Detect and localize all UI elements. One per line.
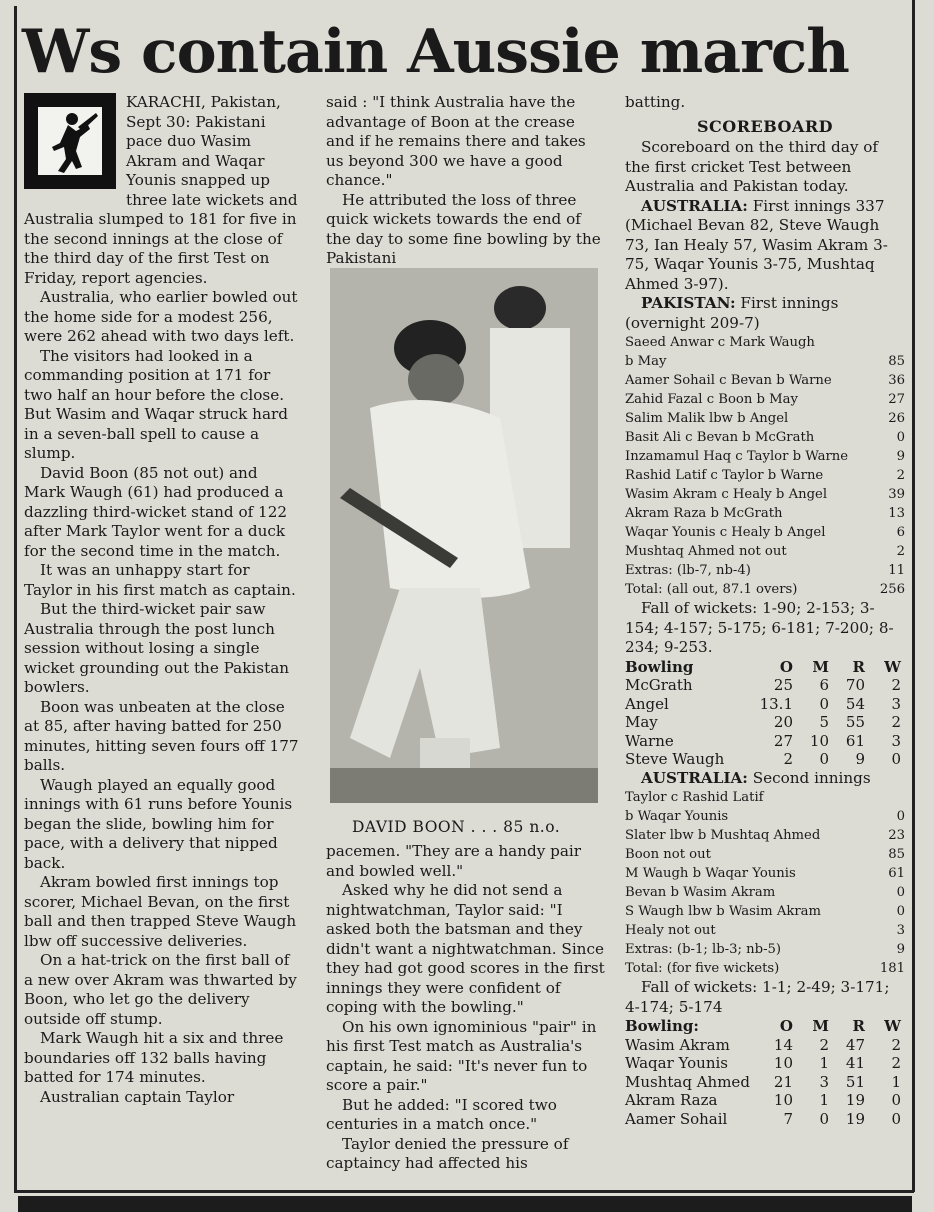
paragraph: said : "I think Australia have the advantage of Boon at the crease and if he remains there and takes us beyond 300 we have a good chance." [326,93,586,189]
score-row [625,826,905,845]
bowling-figure: 3 [891,694,901,713]
bowling-row [625,676,905,695]
bowler-name: May [625,713,658,731]
paragraph: Mark Waugh hit a six and three boundaries off 132 balls having batted for 174 minutes. [24,1029,284,1086]
runs-value: 85 [888,354,905,369]
score-row [625,333,905,352]
bowling-figure: 27 [773,731,793,750]
innings-summary: Second innings [747,768,871,787]
bowling-figure: 0 [819,750,829,768]
bowling-figure: 10 [809,731,829,750]
batsman-entry: Inzamamul Haq c Taylor b Warne [625,449,849,464]
column-header: O [779,657,793,676]
score-row [625,428,905,447]
right-border-rule [912,0,915,1192]
bowler-name: Akram Raza [625,1091,718,1109]
batsman-entry: Total: (all out, 87.1 overs) [625,582,798,597]
bowling-row [625,1091,905,1110]
column-header: R [852,657,865,676]
runs-value: 0 [896,885,905,900]
pak-fall-of-wickets: Fall of wickets: 1-90; 2-153; 3-154; 4-157; 5-175; 6-181; 7-200; 8-234; 9-253. [625,599,894,656]
score-row [625,902,905,921]
score-row [625,921,905,940]
bowling-figure: 2 [891,1054,901,1072]
score-row [625,409,905,428]
score-row [625,561,905,580]
paragraph: But the third-wicket pair saw Australia through the post lunch session without losing a single wicket grounding out the Pakistan bowlers. [24,600,290,696]
bowling-figure: 2 [891,676,901,694]
bowling-figure: 20 [773,713,793,731]
paragraph: On his own ignominious "pair" in his first Test match as Australia's captain, he said: "It's never fun to score a pair." [326,1017,597,1094]
paragraph: Taylor denied the pressure of captaincy had affected his [326,1134,569,1172]
pak-first-innings [625,294,905,333]
batsman-entry: Akram Raza b McGrath [625,506,783,521]
score-row [625,845,905,864]
paragraph: batting. [625,93,686,111]
bowling-figure: 19 [845,1091,865,1109]
bowler-name: Warne [625,731,674,750]
runs-value: 27 [888,392,905,407]
runs-value: 2 [896,544,905,559]
score-row [625,940,905,959]
runs-value: 36 [888,373,905,388]
bowling-figure: 10 [773,1091,793,1109]
paragraph: Australian captain Taylor [40,1087,235,1106]
batsman-entry: Slater lbw b Mushtaq Ahmed [625,828,821,843]
innings-summary: First innings (overnight 209-7) [625,294,839,332]
runs-value: 0 [896,430,905,445]
batsman-entry: Salim Malik lbw b Angel [625,411,789,426]
left-border-rule [14,6,17,1192]
runs-value: 85 [888,847,905,862]
bowling-figure: 2 [783,750,793,768]
bowling-figure: 0 [819,694,829,713]
bowling-row [625,1036,905,1055]
bowling-figure: 2 [819,1035,829,1054]
bowling-figure: 70 [845,676,865,694]
bowling-row [625,1110,905,1129]
bowling-figure: 2 [891,713,901,731]
paragraph: KARACHI, Pakistan, Sept 30: Pakistani pace duo Wasim Akram and Waqar Younis snapped up three late wickets and Australia slumped to 181 for five in the second innings at the close of the third day of the first Test on Friday, report agencies. [24,93,298,287]
pak-bowling-table [625,1017,905,1128]
bowling-figure: 1 [819,1091,829,1109]
score-row [625,390,905,409]
photo-caption: DAVID BOON . . . 85 n.o. [352,818,561,836]
headline: Ws contain Aussie march [22,17,849,87]
batsman-entry: Boon not out [625,847,711,862]
score-row [625,580,905,599]
paragraph: He attributed the loss of three quick wickets towards the end of the day to some fine bowling by the Pakistani [326,190,601,267]
bowling-figure: 3 [819,1072,829,1091]
bowler-name: Angel [625,694,669,713]
david-boon-photo [330,268,598,803]
score-row [625,883,905,902]
aus-batting-list [625,788,905,978]
batsman-entry: S Waugh lbw b Wasim Akram [625,904,822,919]
batsman-entry: Waqar Younis c Healy b Angel [625,525,826,540]
batsman-entry: b Waqar Younis [625,809,729,824]
paragraph: Akram bowled first innings top scorer, Michael Bevan, on the first ball and then trapped Steve Waugh lbw off successive deliveries. [24,873,297,950]
column-header: R [852,1017,865,1035]
bowling-row [625,713,905,732]
team-name: PAKISTAN: [641,294,736,312]
paragraph: Boon was unbeaten at the close at 85, after having batted for 250 minutes, hitting seven fours off 177 balls. [24,697,299,774]
bowling-figure: 1 [819,1054,829,1072]
column-header: W [884,657,901,676]
paragraph: pacemen. "They are a handy pair and bowled well." [326,842,582,880]
bowling-figure: 3 [891,731,901,750]
batsman-entry: Aamer Sohail c Bevan b Warne [625,373,832,388]
bowling-figure: 21 [773,1072,793,1091]
bowler-name: Steve Waugh [625,750,725,768]
batsman-entry: Basit Ali c Bevan b McGrath [625,430,815,445]
bowling-figure: 25 [773,676,793,694]
paragraph: But he added: "I scored two centuries in a match once." [326,1095,557,1133]
runs-value: 11 [888,563,905,578]
bowler-name: Mushtaq Ahmed [625,1072,750,1091]
bowling-figure: 55 [845,713,865,731]
bowling-figure: 6 [819,676,829,694]
bowling-figure: 5 [819,713,829,731]
article-column-1 [24,93,300,1107]
bowler-name: Aamer Sohail [625,1109,728,1128]
runs-value: 6 [896,525,905,540]
score-row [625,788,905,807]
scoreboard-intro: Scoreboard on the third day of the first cricket Test between Australia and Pakistan today. [625,138,878,195]
column-header: Bowling [625,657,694,676]
bowling-row [625,1073,905,1092]
paragraph: The visitors had looked in a commanding position at 171 for two half an hour before the close. But Wasim and Waqar struck hard in a seven-ball spell to cause a slump. [24,346,288,462]
score-row [625,542,905,561]
cricket-logo-icon [24,93,116,189]
batsman-entry: Extras: (b-1; lb-3; nb-5) [625,942,782,957]
runs-value: 0 [896,904,905,919]
batsman-entry: Total: (for five wickets) [625,961,780,976]
bowling-figure: 54 [845,694,865,713]
paragraph: Australia, who earlier bowled out the home side for a modest 256, were 262 ahead with two days left. [24,288,298,345]
bowling-row [625,695,905,714]
score-row [625,807,905,826]
innings-summary: First innings 337 (Michael Bevan 82, Steve Waugh 73, Ian Healy 57, Wasim Akram 3-75, Waqar Younis 3-75, Mushtaq Ahmed 3-97). [625,196,888,293]
runs-value: 61 [888,866,905,881]
scoreboard-column [625,93,905,1128]
column-header: Bowling: [625,1017,699,1035]
bowling-row [625,732,905,751]
paragraph: Asked why he did not send a nightwatchman, Taylor said: "I asked both the batsman and they didn't want a nightwatchman. Since they had got good scores in the first innings they were confident of coping with the bowling." [326,881,605,1016]
runs-value: 3 [896,923,905,938]
aus-second-innings [625,769,905,789]
score-row [625,447,905,466]
runs-value: 181 [879,961,905,976]
bowling-figure: 47 [845,1035,865,1054]
pak-batting-list [625,333,905,599]
bowling-figure: 9 [855,750,865,768]
bowling-figure: 1 [891,1072,901,1091]
batsman-entry: M Waugh b Waqar Younis [625,866,796,881]
article-column-2-bottom [326,842,606,1174]
score-row [625,504,905,523]
article-column-2-top [326,93,606,269]
score-row [625,864,905,883]
bowling-figure: 14 [773,1035,793,1054]
bowling-row [625,750,905,769]
bottom-border-rule [14,1190,914,1193]
bowling-figure: 51 [845,1072,865,1091]
bowling-figure: 41 [845,1054,865,1072]
score-row [625,371,905,390]
score-row [625,959,905,978]
bowler-name: Wasim Akram [625,1035,730,1054]
runs-value: 2 [896,468,905,483]
bowling-figure: 2 [891,1035,901,1054]
score-row [625,352,905,371]
runs-value: 0 [896,809,905,824]
batsman-entry: Healy not out [625,923,716,938]
scoreboard-title: SCOREBOARD [696,116,834,136]
runs-value: 39 [888,487,905,502]
paragraph: Waugh played an equally good innings with 61 runs before Younis began the slide, bowling him for pace, with a delivery that nipped back. [24,775,293,872]
batsman-entry: Taylor c Rashid Latif [625,790,764,805]
team-name: AUSTRALIA: [641,196,748,215]
batsman-entry: Extras: (lb-7, nb-4) [625,563,751,578]
runs-value: 26 [888,411,905,426]
column-header: M [812,657,829,676]
batsman-entry: Rashid Latif c Taylor b Warne [625,468,824,483]
bowling-figure: 0 [891,1109,901,1128]
batsman-entry: Bevan b Wasim Akram [625,885,776,900]
score-row [625,523,905,542]
next-headline-strip [18,1196,912,1212]
paragraph: David Boon (85 not out) and Mark Waugh (61) had produced a dazzling third-wicket stand of 122 after Mark Taylor went for a duck for the second time in the match. [24,463,288,560]
batsman-entry: Wasim Akram c Healy b Angel [625,487,828,502]
bowler-name: McGrath [625,676,693,694]
runs-value: 9 [896,942,905,957]
bowling-row [625,1054,905,1073]
runs-value: 23 [888,828,905,843]
batsman-entry: Zahid Fazal c Boon b May [625,392,798,407]
runs-value: 256 [879,582,905,597]
aus-first-innings [625,197,905,295]
bowling-figure: 0 [819,1109,829,1128]
bowling-figure: 19 [845,1109,865,1128]
batsman-entry: Saeed Anwar c Mark Waugh [625,335,815,350]
score-row [625,466,905,485]
runs-value: 9 [896,449,905,464]
batsman-entry: Mushtaq Ahmed not out [625,544,787,559]
bowling-header [625,658,905,677]
bowling-header [625,1017,905,1036]
bowling-figure: 13.1 [759,694,793,713]
batsman-entry: b May [625,354,667,369]
bowling-figure: 0 [891,750,901,768]
column-header: M [812,1017,829,1035]
column-header: W [884,1017,901,1035]
bowler-name: Waqar Younis [625,1054,728,1072]
runs-value: 13 [888,506,905,521]
aus-bowling-table [625,658,905,769]
column-header: O [779,1017,793,1035]
bowling-figure: 10 [773,1054,793,1072]
score-row [625,485,905,504]
bowling-figure: 7 [783,1109,793,1128]
bowling-figure: 0 [891,1091,901,1109]
bowling-figure: 61 [845,731,865,750]
aus-fall-of-wickets: Fall of wickets: 1-1; 2-49; 3-171; 4-174; 5-174 [625,978,890,1016]
team-name: AUSTRALIA: [641,768,748,787]
paragraph: It was an unhappy start for Taylor in his first match as captain. [24,561,296,599]
paragraph: On a hat-trick on the first ball of a new over Akram was thwarted by Boon, who let go the delivery outside off stump. [24,951,297,1028]
